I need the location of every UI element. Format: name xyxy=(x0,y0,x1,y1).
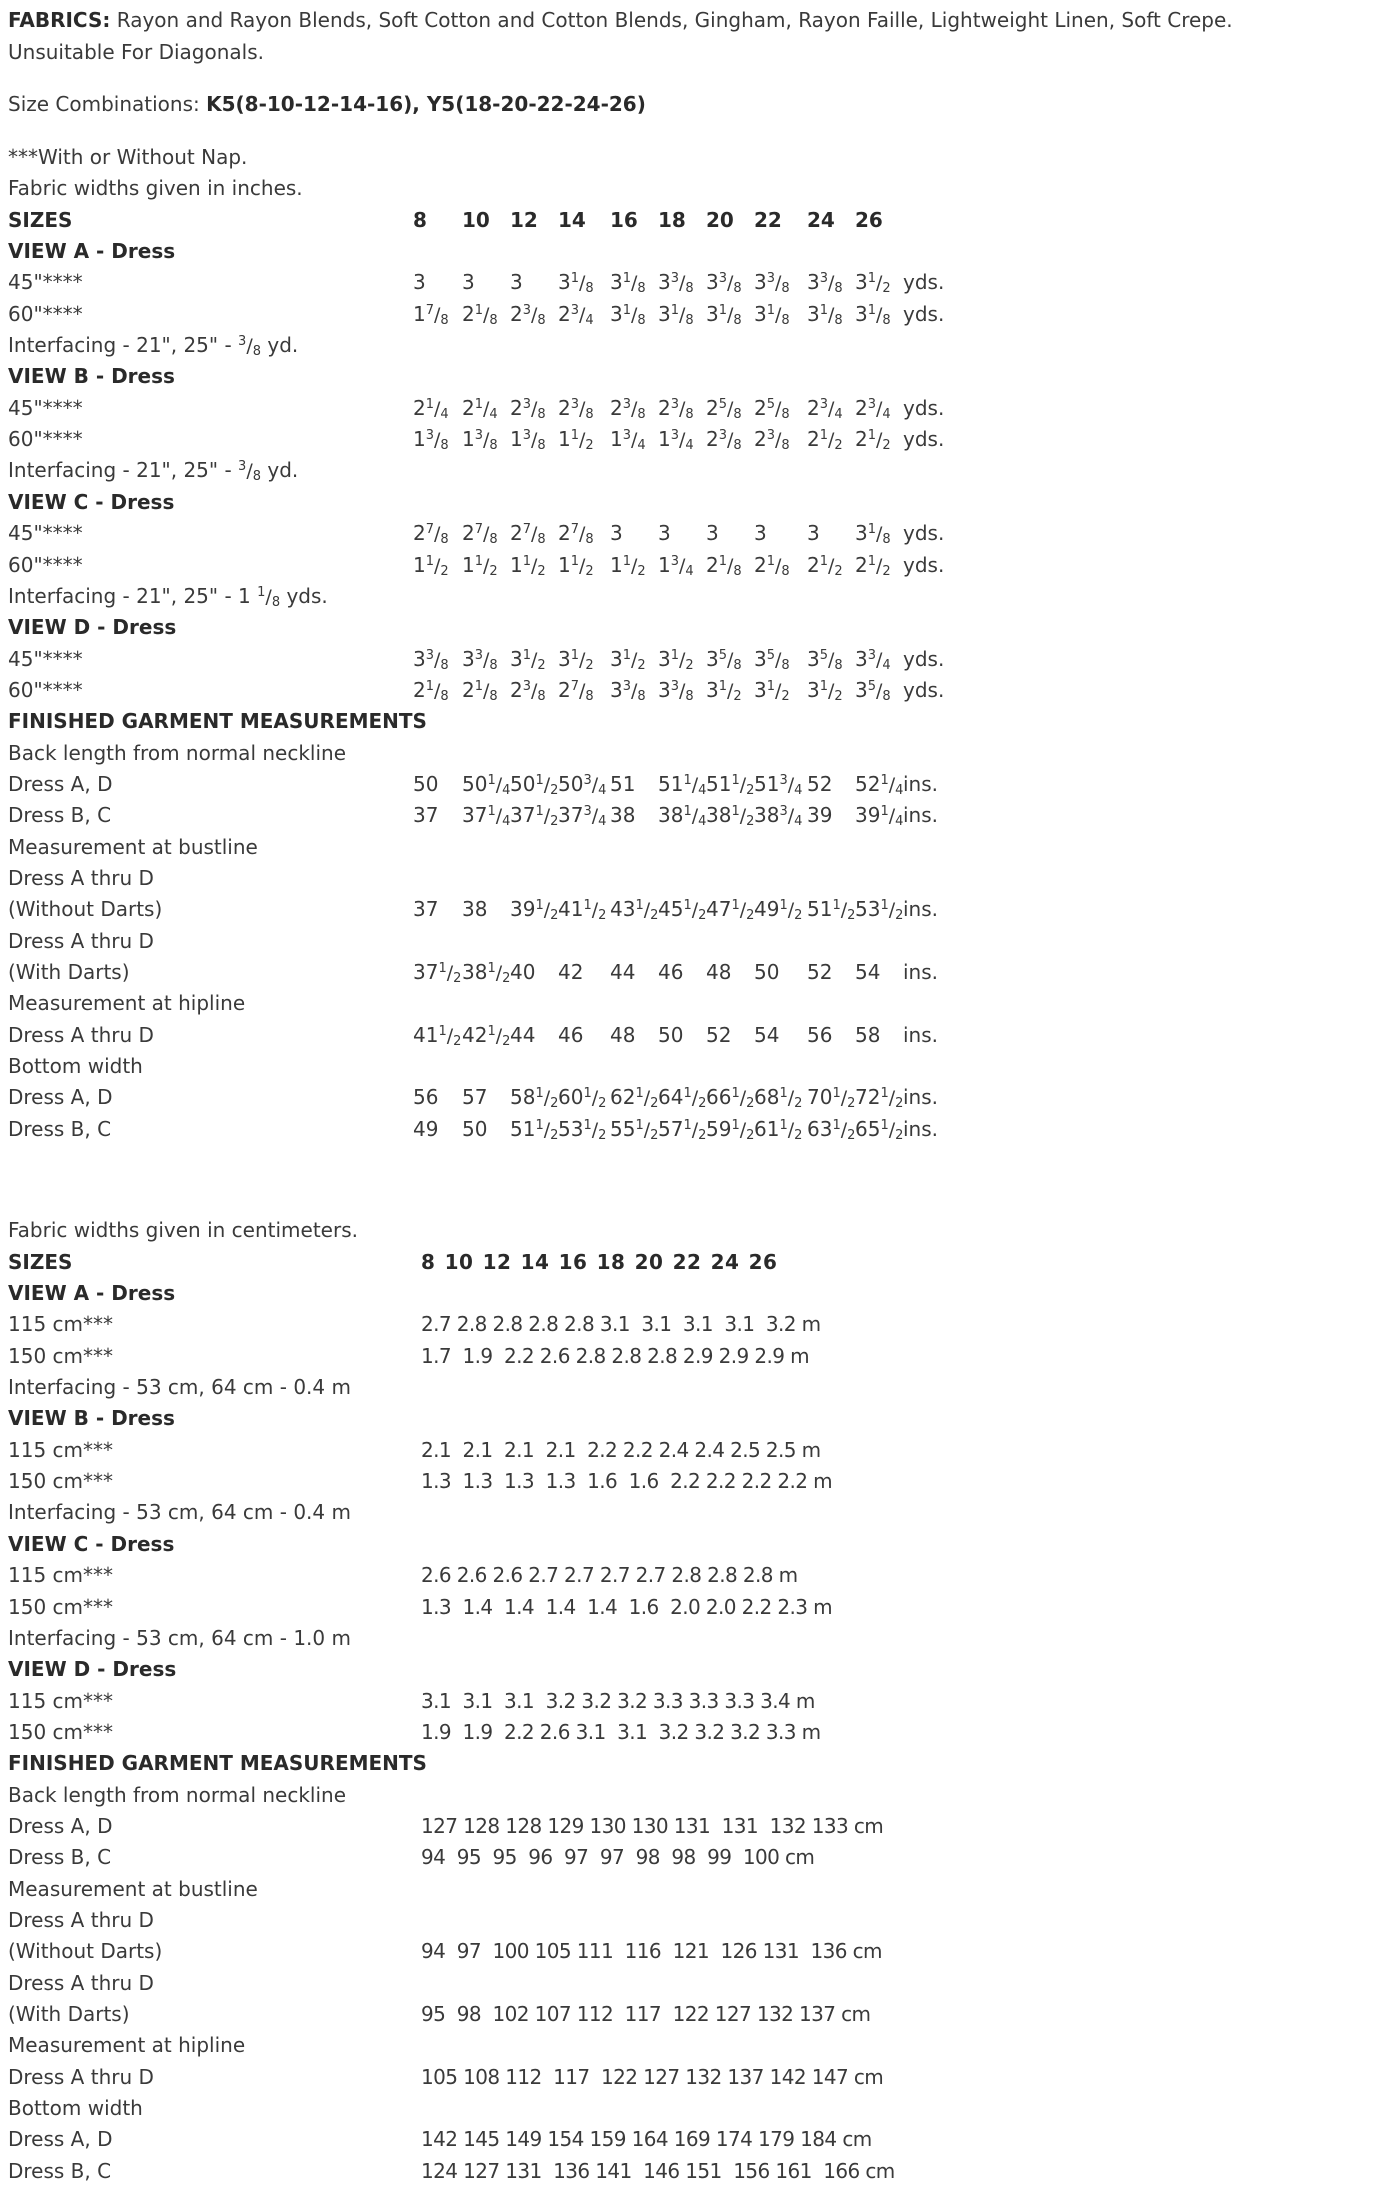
row-label: Dress B, C xyxy=(8,2158,112,2183)
row-label: 60"**** xyxy=(8,552,83,577)
table-cell: $49^1/_2$ xyxy=(754,897,803,924)
row-label: Dress B, C xyxy=(8,803,112,828)
table-cell: $3^1/_2$ xyxy=(754,677,790,704)
table-cell: $52^1/_4$ xyxy=(855,771,904,798)
table-cell: $41^1/_2$ xyxy=(558,897,607,924)
table-cell: $3^1/_8$ xyxy=(855,301,891,328)
table-cell: $50^1/_4$ xyxy=(462,771,511,798)
row-label: Dress A thru D xyxy=(8,1970,154,1995)
row-label: 45"**** xyxy=(8,395,83,420)
table-cell: $3^1/_8$ xyxy=(658,301,694,328)
row-label: VIEW B - Dress xyxy=(8,364,175,389)
table-cell: 48 xyxy=(610,1022,636,1047)
table-cell: 39 xyxy=(807,803,833,828)
table-cell: $2^1/_2$ xyxy=(855,552,891,579)
table-cell: $72^1/_2$ xyxy=(855,1085,904,1112)
fabrics-line xyxy=(8,5,1233,36)
table-cell: $3^3/_8$ xyxy=(610,677,646,704)
table-cell: 54 xyxy=(855,960,881,985)
table-cell: $55^1/_2$ xyxy=(610,1116,659,1143)
row-label: 60"**** xyxy=(8,301,83,326)
table-cell: $3^3/_8$ xyxy=(706,270,742,297)
table-cell: $51^1/_2$ xyxy=(807,897,856,924)
unit-label: yds. xyxy=(903,677,945,702)
table-cell: $3^1/_8$ xyxy=(610,270,646,297)
table-cell: 42 xyxy=(558,960,584,985)
row-label: Bottom width xyxy=(8,1054,143,1079)
table-cell: $1^1/_2$ xyxy=(610,552,646,579)
table-cell: 54 xyxy=(754,1022,780,1047)
row-label: 115 cm*** xyxy=(8,1688,114,1713)
row-label: FINISHED GARMENT MEASUREMENTS xyxy=(8,1751,427,1776)
row-label: (With Darts) xyxy=(8,2002,130,2027)
table-cell: $38^1/_2$ xyxy=(462,960,511,987)
row-label: Measurement at bustline xyxy=(8,834,258,859)
size-14: 14 xyxy=(558,208,586,232)
size-8: 8 xyxy=(413,208,427,232)
row-label: Dress B, C xyxy=(8,1116,112,1141)
table-cell: 48 xyxy=(706,960,732,985)
unit-label: yds. xyxy=(903,395,945,420)
size-10: 10 xyxy=(462,208,490,232)
table-cell: $3^1/_2$ xyxy=(510,646,546,673)
table-cell: $3^5/_8$ xyxy=(706,646,742,673)
size-16: 16 xyxy=(610,208,638,232)
row-label: Interfacing - 21", 25" - $^3/_8$ yd. xyxy=(8,458,299,485)
row-label: 45"**** xyxy=(8,270,83,295)
table-cell: 52 xyxy=(706,1022,732,1047)
table-cell: $57^1/_2$ xyxy=(658,1116,707,1143)
table-cell: $3^1/_2$ xyxy=(610,646,646,673)
table-cell: $2^3/_8$ xyxy=(706,427,742,454)
unit-label: ins. xyxy=(903,803,939,828)
unit-label: ins. xyxy=(903,771,939,796)
table-cell: $45^1/_2$ xyxy=(658,897,707,924)
unit-label: ins. xyxy=(903,1022,939,1047)
table-cell: 40 xyxy=(510,960,536,985)
table-cell: $2^3/_8$ xyxy=(610,395,646,422)
table-cell: 50 xyxy=(754,960,780,985)
table-cell: $3^1/_2$ xyxy=(558,646,594,673)
metric-values: 1.9 1.9 2.2 2.6 3.1 3.1 3.2 3.2 3.2 3.3 m xyxy=(421,1719,821,1744)
unit-label: yds. xyxy=(903,301,945,326)
table-cell: $60^1/_2$ xyxy=(558,1085,607,1112)
table-cell: $62^1/_2$ xyxy=(610,1085,659,1112)
row-label: VIEW C - Dress xyxy=(8,1531,175,1556)
row-label: VIEW D - Dress xyxy=(8,1657,177,1682)
table-cell: $38^1/_2$ xyxy=(706,803,755,830)
table-cell: 52 xyxy=(807,771,833,796)
table-cell: 50 xyxy=(413,771,439,796)
table-cell: $2^1/_8$ xyxy=(754,552,790,579)
table-cell: $2^1/_4$ xyxy=(462,395,498,422)
table-cell: $2^3/_8$ xyxy=(658,395,694,422)
table-cell: $2^3/_4$ xyxy=(807,395,843,422)
table-cell: $2^7/_8$ xyxy=(413,521,449,548)
table-cell: 38 xyxy=(610,803,636,828)
table-cell: $2^7/_8$ xyxy=(462,521,498,548)
row-label: Dress A thru D xyxy=(8,2064,154,2089)
unsuitable-note: Unsuitable For Diagonals. xyxy=(8,40,264,64)
row-label: 115 cm*** xyxy=(8,1312,114,1337)
row-label: Bottom width xyxy=(8,2096,143,2121)
size-12: 12 xyxy=(510,208,538,232)
table-cell: $2^1/_8$ xyxy=(706,552,742,579)
row-label: VIEW A - Dress xyxy=(8,239,176,263)
table-cell: 3 xyxy=(807,521,820,546)
table-cell: $3^5/_8$ xyxy=(855,677,891,704)
metric-values: 2.1 2.1 2.1 2.1 2.2 2.2 2.4 2.4 2.5 2.5 m xyxy=(421,1437,821,1462)
table-cell: $3^1/_8$ xyxy=(807,301,843,328)
table-cell: $2^1/_2$ xyxy=(807,552,843,579)
table-cell: $51^1/_2$ xyxy=(510,1116,559,1143)
table-cell: $64^1/_2$ xyxy=(658,1085,707,1112)
unit-label: ins. xyxy=(903,897,939,922)
row-label: Interfacing - 53 cm, 64 cm - 0.4 m xyxy=(8,1375,351,1400)
table-cell: $43^1/_2$ xyxy=(610,897,659,924)
table-cell: $3^5/_8$ xyxy=(807,646,843,673)
row-label: (With Darts) xyxy=(8,960,130,985)
row-label: Interfacing - 53 cm, 64 cm - 1.0 m xyxy=(8,1625,351,1650)
row-label: 45"**** xyxy=(8,646,83,671)
table-cell: $3^3/_8$ xyxy=(658,677,694,704)
row-label: Measurement at bustline xyxy=(8,1876,258,1901)
row-label: 150 cm*** xyxy=(8,1469,114,1494)
row-label: Dress A, D xyxy=(8,771,113,796)
table-cell: $66^1/_2$ xyxy=(706,1085,755,1112)
table-cell: $3^3/_4$ xyxy=(855,646,891,673)
table-cell: $3^1/_2$ xyxy=(855,270,891,297)
metric-values: 2.6 2.6 2.6 2.7 2.7 2.7 2.7 2.8 2.8 2.8 m xyxy=(421,1563,798,1588)
table-cell: $1^3/_4$ xyxy=(658,427,694,454)
metric-sizes-label: SIZES xyxy=(8,1250,73,1274)
table-cell: $47^1/_2$ xyxy=(706,897,755,924)
unit-label: ins. xyxy=(903,1085,939,1110)
table-cell: 3 xyxy=(706,521,719,546)
row-label: (Without Darts) xyxy=(8,897,163,922)
size-24: 24 xyxy=(807,208,835,232)
row-label: Dress A, D xyxy=(8,1085,113,1110)
unit-label: ins. xyxy=(903,1116,939,1141)
table-cell: 44 xyxy=(610,960,636,985)
metric-values: 1.3 1.3 1.3 1.3 1.6 1.6 2.2 2.2 2.2 2.2 m xyxy=(421,1469,833,1494)
table-cell: 50 xyxy=(462,1116,488,1141)
unit-label: yds. xyxy=(903,427,945,452)
row-label: 150 cm*** xyxy=(8,1343,114,1368)
table-cell: $1^3/_4$ xyxy=(658,552,694,579)
size-combinations-line xyxy=(8,89,646,120)
size-combinations-label: Size Combinations: xyxy=(8,92,200,116)
table-cell: $3^3/_8$ xyxy=(658,270,694,297)
row-label: Back length from normal neckline xyxy=(8,1782,347,1807)
metric-values: 3.1 3.1 3.1 3.2 3.2 3.2 3.3 3.3 3.3 3.4 m xyxy=(421,1688,815,1713)
row-label: Dress B, C xyxy=(8,1845,112,1870)
unit-label: ins. xyxy=(903,960,939,985)
row-label: Interfacing - 21", 25" - 1 $^1/_8$ yds. xyxy=(8,583,328,610)
table-cell: $2^3/_8$ xyxy=(510,677,546,704)
table-cell: $51^1/_4$ xyxy=(658,771,707,798)
table-cell: $51^1/_2$ xyxy=(706,771,755,798)
table-cell: 37 xyxy=(413,803,439,828)
imperial-sizes-label: SIZES xyxy=(8,208,73,232)
table-cell: 49 xyxy=(413,1116,439,1141)
table-cell: 46 xyxy=(558,1022,584,1047)
table-cell: 3 xyxy=(510,270,523,295)
table-cell: $1^1/_2$ xyxy=(510,552,546,579)
table-cell: 3 xyxy=(462,270,475,295)
table-cell: $38^3/_4$ xyxy=(754,803,803,830)
table-cell: $1^3/_8$ xyxy=(413,427,449,454)
table-cell: $53^1/_2$ xyxy=(855,897,904,924)
table-cell: 57 xyxy=(462,1085,488,1110)
metric-widths-note: Fabric widths given in centimeters. xyxy=(8,1218,358,1242)
table-cell: $1^3/_8$ xyxy=(462,427,498,454)
table-cell: $1^1/_2$ xyxy=(462,552,498,579)
row-label: Dress A, D xyxy=(8,1813,113,1838)
table-cell: $1^1/_2$ xyxy=(558,427,594,454)
table-cell: $2^5/_8$ xyxy=(706,395,742,422)
table-cell: $58^1/_2$ xyxy=(510,1085,559,1112)
table-cell: $2^3/_8$ xyxy=(754,427,790,454)
table-cell: $68^1/_2$ xyxy=(754,1085,803,1112)
row-label: Back length from normal neckline xyxy=(8,740,347,765)
unit-label: yds. xyxy=(903,270,945,295)
unit-label: yds. xyxy=(903,646,945,671)
table-cell: $38^1/_4$ xyxy=(658,803,707,830)
table-cell: $39^1/_2$ xyxy=(510,897,559,924)
table-cell: $65^1/_2$ xyxy=(855,1116,904,1143)
size-22: 22 xyxy=(754,208,782,232)
metric-values: 142 145 149 154 159 164 169 174 179 184 cm xyxy=(421,2127,872,2152)
row-label: VIEW C - Dress xyxy=(8,489,175,514)
table-cell: $2^3/_8$ xyxy=(510,301,546,328)
table-cell: $2^5/_8$ xyxy=(754,395,790,422)
row-label: Interfacing - 21", 25" - $^3/_8$ yd. xyxy=(8,333,299,360)
table-cell: 3 xyxy=(610,521,623,546)
table-cell: $42^1/_2$ xyxy=(462,1022,511,1049)
nap-note: ***With or Without Nap. xyxy=(8,145,248,169)
table-cell: $1^3/_8$ xyxy=(510,427,546,454)
table-cell: $2^3/_4$ xyxy=(558,301,594,328)
table-cell: $50^3/_4$ xyxy=(558,771,607,798)
table-cell: $70^1/_2$ xyxy=(807,1085,856,1112)
table-cell: $2^3/_4$ xyxy=(855,395,891,422)
table-cell: 56 xyxy=(413,1085,439,1110)
size-combinations-value: K5(8-10-12-14-16), Y5(18-20-22-24-26) xyxy=(206,92,646,116)
row-label: 60"**** xyxy=(8,677,83,702)
table-cell: $3^1/_2$ xyxy=(807,677,843,704)
row-label: VIEW D - Dress xyxy=(8,615,177,640)
unit-label: yds. xyxy=(903,521,945,546)
fabrics-label: FABRICS: xyxy=(8,8,111,32)
table-cell: 56 xyxy=(807,1022,833,1047)
metric-values: 1.3 1.4 1.4 1.4 1.4 1.6 2.0 2.0 2.2 2.3 m xyxy=(421,1594,833,1619)
row-label: FINISHED GARMENT MEASUREMENTS xyxy=(8,709,427,734)
size-20: 20 xyxy=(706,208,734,232)
table-cell: $3^5/_8$ xyxy=(754,646,790,673)
table-cell: $37^3/_4$ xyxy=(558,803,607,830)
table-cell: $3^3/_8$ xyxy=(413,646,449,673)
table-cell: $2^1/_8$ xyxy=(462,301,498,328)
metric-values: 105 108 112 117 122 127 132 137 142 147 cm xyxy=(421,2064,884,2089)
row-label: Dress A, D xyxy=(8,2127,113,2152)
table-cell: $1^3/_4$ xyxy=(610,427,646,454)
table-cell: 46 xyxy=(658,960,684,985)
table-cell: $39^1/_4$ xyxy=(855,803,904,830)
row-label: 115 cm*** xyxy=(8,1437,114,1462)
size-26: 26 xyxy=(855,208,883,232)
imperial-widths-note: Fabric widths given in inches. xyxy=(8,176,303,200)
table-cell: $3^1/_8$ xyxy=(610,301,646,328)
table-cell: $2^1/_4$ xyxy=(413,395,449,422)
metric-values: 2.7 2.8 2.8 2.8 2.8 3.1 3.1 3.1 3.1 3.2 m xyxy=(421,1312,821,1337)
table-cell: $2^1/_8$ xyxy=(462,677,498,704)
table-cell: $63^1/_2$ xyxy=(807,1116,856,1143)
table-cell: $1^1/_2$ xyxy=(413,552,449,579)
table-cell: $53^1/_2$ xyxy=(558,1116,607,1143)
table-cell: $59^1/_2$ xyxy=(706,1116,755,1143)
table-cell: $2^1/_2$ xyxy=(855,427,891,454)
table-cell: 51 xyxy=(610,771,636,796)
table-cell: 50 xyxy=(658,1022,684,1047)
row-label: 45"**** xyxy=(8,521,83,546)
table-cell: $2^7/_8$ xyxy=(510,521,546,548)
metric-values: 1.7 1.9 2.2 2.6 2.8 2.8 2.8 2.9 2.9 2.9 m xyxy=(421,1343,810,1368)
table-cell: 44 xyxy=(510,1022,536,1047)
metric-values: 95 98 102 107 112 117 122 127 132 137 cm xyxy=(421,2002,871,2027)
row-label: 115 cm*** xyxy=(8,1563,114,1588)
table-cell: $3^1/_2$ xyxy=(706,677,742,704)
table-cell: $3^3/_8$ xyxy=(754,270,790,297)
table-cell: $3^1/_8$ xyxy=(754,301,790,328)
metric-values: 94 97 100 105 111 116 121 126 131 136 cm xyxy=(421,1939,882,1964)
table-cell: $1^1/_2$ xyxy=(558,552,594,579)
fabrics-text: Rayon and Rayon Blends, Soft Cotton and Cotton Blends, Gingham, Rayon Faille, Lightweight Linen, Soft Crepe. xyxy=(116,8,1233,32)
row-label: Dress A thru D xyxy=(8,928,154,953)
row-label: 150 cm*** xyxy=(8,1719,114,1744)
table-cell: $50^1/_2$ xyxy=(510,771,559,798)
table-cell: $2^7/_8$ xyxy=(558,677,594,704)
table-cell: $3^1/_8$ xyxy=(558,270,594,297)
table-cell: $2^1/_2$ xyxy=(807,427,843,454)
table-cell: $37^1/_2$ xyxy=(413,960,462,987)
metric-values: 127 128 128 129 130 130 131 131 132 133 cm xyxy=(421,1813,884,1838)
table-cell: $37^1/_2$ xyxy=(510,803,559,830)
table-cell: $3^3/_8$ xyxy=(807,270,843,297)
row-label: VIEW B - Dress xyxy=(8,1406,175,1431)
table-cell: 38 xyxy=(462,897,488,922)
row-label: Measurement at hipline xyxy=(8,2033,246,2058)
table-cell: 3 xyxy=(413,270,426,295)
row-label: 60"**** xyxy=(8,427,83,452)
row-label: Dress A thru D xyxy=(8,866,154,890)
row-label: 150 cm*** xyxy=(8,1594,114,1619)
table-cell: $3^3/_8$ xyxy=(462,646,498,673)
table-cell: 52 xyxy=(807,960,833,985)
table-cell: $2^7/_8$ xyxy=(558,521,594,548)
unit-label: yds. xyxy=(903,552,945,577)
metric-values: 94 95 95 96 97 97 98 98 99 100 cm xyxy=(421,1845,815,1870)
table-cell: 3 xyxy=(754,521,767,546)
row-label: Dress A thru D xyxy=(8,1908,154,1932)
metric-sizes-row: 8 10 12 14 16 18 20 22 24 26 xyxy=(421,1250,778,1274)
table-cell: $2^3/_8$ xyxy=(510,395,546,422)
table-cell: $1^7/_8$ xyxy=(413,301,449,328)
table-cell: 37 xyxy=(413,897,439,922)
size-18: 18 xyxy=(658,208,686,232)
row-label: (Without Darts) xyxy=(8,1939,163,1964)
table-cell: 3 xyxy=(658,521,671,546)
table-cell: $61^1/_2$ xyxy=(754,1116,803,1143)
table-cell: $37^1/_4$ xyxy=(462,803,511,830)
table-cell: $51^3/_4$ xyxy=(754,771,803,798)
table-cell: $2^1/_8$ xyxy=(413,677,449,704)
table-cell: $41^1/_2$ xyxy=(413,1022,462,1049)
table-cell: $2^3/_8$ xyxy=(558,395,594,422)
table-cell: $3^1/_2$ xyxy=(658,646,694,673)
table-cell: $3^1/_8$ xyxy=(706,301,742,328)
row-label: Dress A thru D xyxy=(8,1022,154,1047)
table-cell: 58 xyxy=(855,1022,881,1047)
row-label: Interfacing - 53 cm, 64 cm - 0.4 m xyxy=(8,1500,351,1525)
row-label: VIEW A - Dress xyxy=(8,1281,176,1305)
table-cell: $3^1/_8$ xyxy=(855,521,891,548)
row-label: Measurement at hipline xyxy=(8,991,246,1016)
metric-values: 124 127 131 136 141 146 151 156 161 166 cm xyxy=(421,2158,895,2183)
